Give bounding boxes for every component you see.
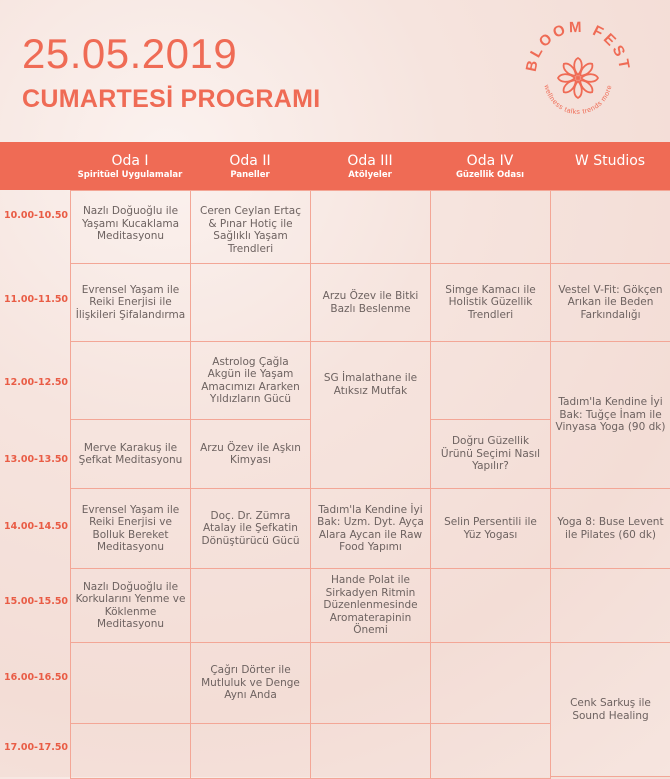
session-cell: Yoga 8: Buse Levent ile Pilates (60 dk): [550, 488, 670, 569]
room-subtitle: Paneller: [230, 170, 270, 180]
program-date: 25.05.2019: [22, 30, 238, 77]
session-cell: Arzu Özev ile Bitki Bazlı Beslenme: [310, 263, 431, 342]
time-slot-label: 16.00-16.50: [4, 672, 69, 683]
room-header-oda4: [430, 142, 550, 190]
schedule-grid: [0, 190, 670, 777]
room-subtitle: Güzellik Odası: [455, 170, 525, 180]
session-cell: Evrensel Yaşam ile Reiki Enerjisi ile İlişkileri Şifalandırma: [70, 263, 191, 342]
svg-text:wellness talks trends more: [542, 83, 613, 116]
session-cell-empty: [70, 341, 191, 420]
bloom-fest-logo: [522, 18, 634, 130]
room-name: Oda I: [111, 153, 149, 169]
session-cell: Tadım'la Kendine İyi Bak: Uzm. Dyt. Ayça Alara Aycan ile Raw Food Yapımı: [310, 488, 431, 569]
session-cell-empty: [70, 723, 191, 779]
room-name: Oda IV: [466, 153, 514, 169]
room-header-oda1: [70, 142, 190, 190]
session-cell: Tadım'la Kendine İyi Bak: Tuğçe İnam ile Vinyasa Yoga (90 dk): [550, 341, 670, 489]
session-cell-empty: [430, 190, 551, 264]
session-cell: Ceren Ceylan Ertaç & Pınar Hotiç ile Sağlıklı Yaşam Trendleri: [190, 190, 311, 264]
session-cell-empty: [190, 568, 311, 643]
room-name: Oda III: [347, 153, 393, 169]
session-cell-empty: [430, 568, 551, 643]
session-cell-empty: [430, 642, 551, 724]
page-title: CUMARTESİ PROGRAMI: [22, 85, 321, 113]
session-cell: Selin Persentili ile Yüz Yogası: [430, 488, 551, 569]
time-slot-label: 12.00-12.50: [4, 377, 69, 388]
session-cell-empty: [310, 190, 431, 264]
room-header-wstudios: [550, 142, 670, 190]
logo-wordmark: BLOOM FEST: [522, 18, 634, 74]
rooms-header: [0, 142, 670, 190]
session-cell: Vestel V-Fit: Gökçen Arıkan ile Beden Farkındalığı: [550, 263, 670, 342]
flower-icon: [558, 58, 598, 98]
session-cell-empty: [190, 723, 311, 779]
time-slot-label: 13.00-13.50: [4, 454, 69, 465]
session-cell: Astrolog Çağla Akgün ile Yaşam Amacımızı Ararken Yıldızların Gücü: [190, 341, 311, 420]
session-cell-empty: [430, 341, 551, 420]
room-subtitle: Spiritüel Uygulamalar: [77, 170, 183, 180]
room-header-oda2: [190, 142, 310, 190]
session-cell: Çağrı Dörter ile Mutluluk ve Denge Aynı Anda: [190, 642, 311, 724]
time-slot-label: 11.00-11.50: [4, 294, 69, 305]
session-cell: Evrensel Yaşam ile Reiki Enerjisi ve Bolluk Bereket Meditasyonu: [70, 488, 191, 569]
session-cell-empty: [430, 723, 551, 779]
room-name: W Studios: [574, 153, 646, 169]
session-cell-empty: [70, 642, 191, 724]
room-name: Oda II: [229, 153, 271, 169]
session-cell: Merve Karakuş ile Şefkat Meditasyonu: [70, 419, 191, 489]
session-cell: SG İmalathane ile Atıksız Mutfak: [310, 341, 431, 489]
session-cell: Doç. Dr. Zümra Atalay ile Şefkatin Dönüştürücü Gücü: [190, 488, 311, 569]
session-cell: Arzu Özev ile Aşkın Kimyası: [190, 419, 311, 489]
session-cell: Simge Kamacı ile Holistik Güzellik Trendleri: [430, 263, 551, 342]
session-cell: Hande Polat ile Sirkadyen Ritmin Düzenlenmesinde Aromaterapinin Önemi: [310, 568, 431, 643]
time-slot-label: 17.00-17.50: [4, 742, 69, 753]
time-slot-label: 15.00-15.50: [4, 596, 69, 607]
session-cell-empty: [550, 568, 670, 643]
session-cell-empty: [310, 642, 431, 724]
room-subtitle: Atölyeler: [348, 170, 392, 180]
session-cell-empty: [310, 723, 431, 779]
session-cell: Cenk Sarkuş ile Sound Healing: [550, 642, 670, 777]
time-slot-label: 14.00-14.50: [4, 521, 69, 532]
svg-text:BLOOM FEST: [523, 19, 633, 73]
logo-tagline: wellness talks trends more: [542, 84, 614, 117]
session-cell-empty: [550, 190, 670, 264]
session-cell-empty: [190, 263, 311, 342]
room-header-oda3: [310, 142, 430, 190]
session-cell: Nazlı Doğuoğlu ile Korkularını Yenme ve Köklenme Meditasyonu: [70, 568, 191, 643]
time-slot-label: 10.00-10.50: [4, 210, 69, 221]
session-cell: Nazlı Doğuoğlu ile Yaşamı Kucaklama Meditasyonu: [70, 190, 191, 264]
session-cell: Doğru Güzellik Ürünü Seçimi Nasıl Yapılır?: [430, 419, 551, 489]
